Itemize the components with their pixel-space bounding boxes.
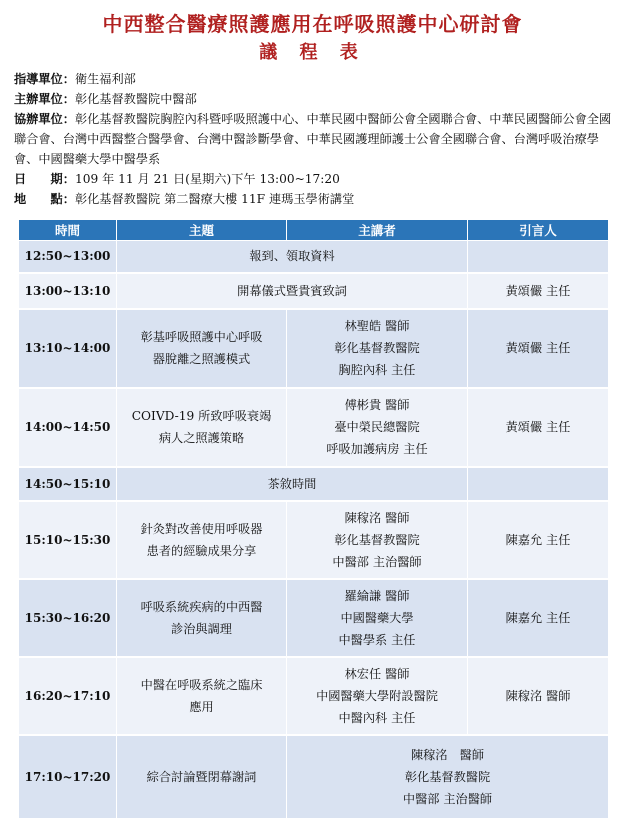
event-info [14, 69, 614, 209]
row-time: 15:10~15:30 [19, 501, 117, 579]
topic-line: 呼吸系統疾病的中西醫 [140, 599, 263, 614]
speaker-title: 呼吸加護病房 主任 [326, 442, 428, 456]
row-time: 16:20~17:10 [19, 657, 117, 735]
topic-line: 診治與調理 [171, 621, 232, 636]
row-time: 17:10~17:20 [19, 735, 117, 819]
row-topic [117, 501, 287, 579]
row-moderator: 陳嘉允 主任 [468, 501, 609, 579]
row-speaker [287, 309, 468, 388]
row-speaker [287, 657, 468, 735]
page-subtitle: 議 程 表 [259, 42, 366, 63]
topic-line: COIVD-19 所致呼吸衰竭 [131, 409, 272, 423]
info-value: 109 年 11 月 21 日(星期六)下午 13:00~17:20 [74, 172, 340, 186]
info-row-organizer [14, 89, 614, 109]
row-moderator: 陳嘉允 主任 [468, 579, 609, 657]
speaker-name: 傅彬貴 醫師 [344, 398, 410, 412]
row-time: 13:10~14:00 [19, 309, 117, 388]
row-topic [117, 735, 287, 819]
row-topic [117, 309, 287, 388]
info-row-advisor [14, 69, 614, 89]
speaker-name: 陳稼洺 醫師 [344, 510, 410, 525]
row-speaker [287, 579, 468, 657]
row-time: 14:00~14:50 [19, 388, 117, 467]
topic-line: 病人之照護策略 [158, 431, 245, 445]
info-value: 彰化基督教醫院胸腔內科暨呼吸照護中心、中華民國中醫師公會全國聯合會、中華民國醫師公會全國聯合會、台灣中西醫整合醫學會、台灣中醫診斷學會、中華民國護理師護士公會全國聯合會、台灣呼吸治療學會、中國醫藥大學中醫學系 [14, 112, 612, 166]
speaker-org: 臺中榮民總醫院 [334, 420, 420, 434]
speaker-name: 林宏任 醫師 [344, 666, 410, 681]
row-moderator: 黃頌儼 主任 [468, 309, 609, 388]
row-speaker [287, 501, 468, 579]
row-time: 12:50~13:00 [19, 241, 117, 273]
row-activity: 開幕儀式暨貴賓致詞 [117, 273, 468, 309]
info-label: 指導單位： [14, 72, 75, 86]
table-header-row [19, 220, 609, 241]
page-title: 中西整合醫療照護應用在呼吸照護中心研討會 [102, 12, 523, 36]
header-topic: 主題 [117, 220, 287, 241]
topic-line: 應用 [189, 699, 214, 714]
speaker-title: 中醫內科 主任 [338, 710, 416, 725]
table-row [19, 467, 609, 501]
topic-line: 針灸對改善使用呼吸器 [140, 521, 263, 536]
info-value: 衛生福利部 [74, 72, 136, 86]
header-speaker: 主講者 [287, 220, 468, 241]
row-moderator: 黃頌儼 主任 [468, 273, 609, 309]
header-moderator: 引言人 [468, 220, 609, 241]
info-row-coorganizer [14, 109, 614, 169]
info-row-venue [14, 189, 614, 209]
info-row-date [14, 169, 614, 189]
table-row [19, 657, 609, 735]
row-speaker [287, 735, 609, 819]
table-row [19, 388, 609, 467]
speaker-org: 彰化基督教醫院 [334, 532, 420, 547]
speaker-title: 中醫部 主治醫師 [402, 791, 493, 806]
topic-line: 患者的經驗成果分享 [146, 543, 257, 558]
row-moderator [468, 241, 609, 273]
speaker-title: 胸腔內科 主任 [338, 363, 416, 377]
row-activity: 報到、領取資料 [117, 241, 468, 273]
info-label: 主辦單位： [14, 92, 75, 106]
info-value: 彰化基督教醫院中醫部 [74, 92, 197, 106]
speaker-org: 中國醫藥大學附設醫院 [316, 688, 438, 703]
speaker-name: 陳稼洺 醫師 [410, 747, 485, 762]
row-moderator [468, 467, 609, 501]
info-value: 彰化基督教醫院 第二醫療大樓 11F 連瑪玉學術講堂 [74, 192, 355, 206]
row-time: 14:50~15:10 [19, 467, 117, 501]
row-topic [117, 657, 287, 735]
info-label: 日 期： [14, 172, 75, 186]
table-row [19, 273, 609, 309]
table-row [19, 309, 609, 388]
row-moderator: 黃頌儼 主任 [468, 388, 609, 467]
table-row [19, 501, 609, 579]
row-topic [117, 579, 287, 657]
header-time: 時間 [19, 220, 117, 241]
speaker-title: 中醫學系 主任 [338, 632, 416, 647]
topic-line: 彰基呼吸照護中心呼吸 [140, 330, 263, 344]
speaker-org: 彰化基督教醫院 [334, 341, 420, 355]
topic-line: 中醫在呼吸系統之臨床 [140, 677, 263, 692]
row-time: 15:30~16:20 [19, 579, 117, 657]
speaker-org: 彰化基督教醫院 [404, 769, 491, 784]
speaker-name: 羅綸謙 醫師 [344, 588, 410, 603]
table-row [19, 735, 609, 819]
info-label: 地 點： [14, 192, 75, 206]
topic-line: 綜合討論暨閉幕謝詞 [146, 769, 257, 784]
table-row [19, 241, 609, 273]
info-label: 協辦單位： [14, 112, 75, 126]
row-time: 13:00~13:10 [19, 273, 117, 309]
speaker-title: 中醫部 主治醫師 [332, 554, 422, 569]
speaker-name: 林聖皓 醫師 [344, 319, 410, 333]
topic-line: 器脫離之照護模式 [152, 352, 251, 366]
row-topic [117, 388, 287, 467]
row-moderator: 陳稼洺 醫師 [468, 657, 609, 735]
table-row [19, 579, 609, 657]
agenda-table [18, 219, 609, 820]
speaker-org: 中國醫藥大學 [340, 610, 414, 625]
row-speaker [287, 388, 468, 467]
row-activity: 茶敘時間 [117, 467, 468, 501]
